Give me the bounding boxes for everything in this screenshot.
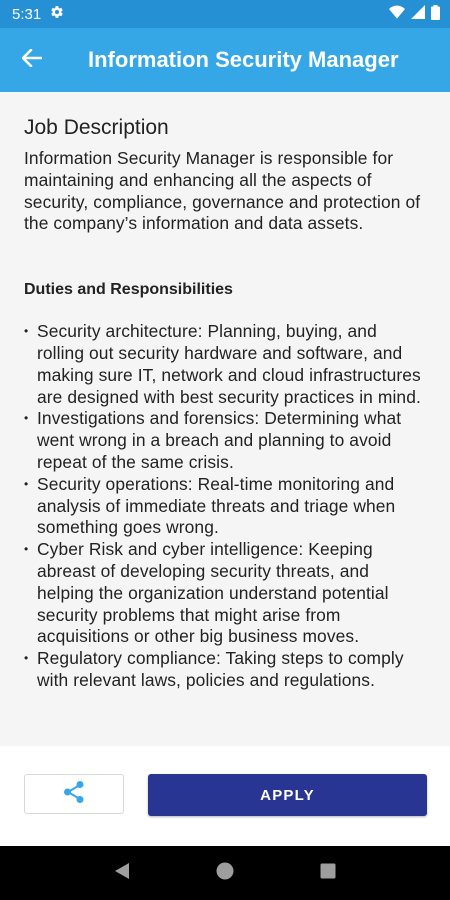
status-right (389, 5, 440, 24)
square-recents-icon (320, 863, 336, 884)
nav-recents-button[interactable] (308, 853, 348, 893)
page-title: Information Security Manager (88, 47, 399, 72)
list-item: • Security architecture: Planning, buying, and rolling out security hardware and software, and making sure IT, network and cloud infrastructures are designed with best security practices in mind. (24, 321, 426, 408)
bottom-action-bar (0, 746, 450, 846)
gear-icon (50, 5, 64, 23)
list-item: • Security operations: Real-time monitoring and analysis of immediate threats and triage when something goes wrong. (24, 474, 426, 539)
status-left (12, 5, 64, 23)
apply-button[interactable]: APPLY (148, 774, 427, 816)
share-icon (63, 780, 85, 809)
job-description-heading: Job Description (24, 116, 169, 139)
circle-home-icon (216, 862, 234, 885)
back-button[interactable] (0, 28, 64, 92)
share-button[interactable] (24, 774, 124, 814)
list-item: • Cyber Risk and cyber intelligence: Keeping abreast of developing security threats, and helping the organization understand potential security problems that might arise from acquisitions or other big business moves. (24, 539, 426, 648)
job-details-scroll[interactable] (0, 92, 450, 746)
arrow-left-icon (22, 49, 42, 72)
signal-icon (411, 5, 425, 23)
job-description-text: Information Security Manager is responsible for maintaining and enhancing all the aspects of security, compliance, governance and protection of the company’s information and data assets. (24, 148, 421, 234)
duties-list (24, 321, 426, 692)
app-bar (0, 28, 450, 92)
battery-icon (431, 5, 440, 24)
system-nav-bar (0, 846, 450, 900)
status-bar (0, 0, 450, 28)
nav-back-button[interactable] (102, 853, 142, 893)
nav-home-button[interactable] (205, 853, 245, 893)
list-item: • Investigations and forensics: Determining what went wrong in a breach and planning to avoid repeat of the same crisis. (24, 408, 426, 473)
triangle-back-icon (114, 862, 130, 885)
status-time: 5:31 (12, 5, 42, 23)
duties-heading: Duties and Responsibilities (24, 281, 233, 299)
list-item: • Regulatory compliance: Taking steps to comply with relevant laws, policies and regulations. (24, 648, 426, 692)
wifi-icon (389, 5, 405, 23)
